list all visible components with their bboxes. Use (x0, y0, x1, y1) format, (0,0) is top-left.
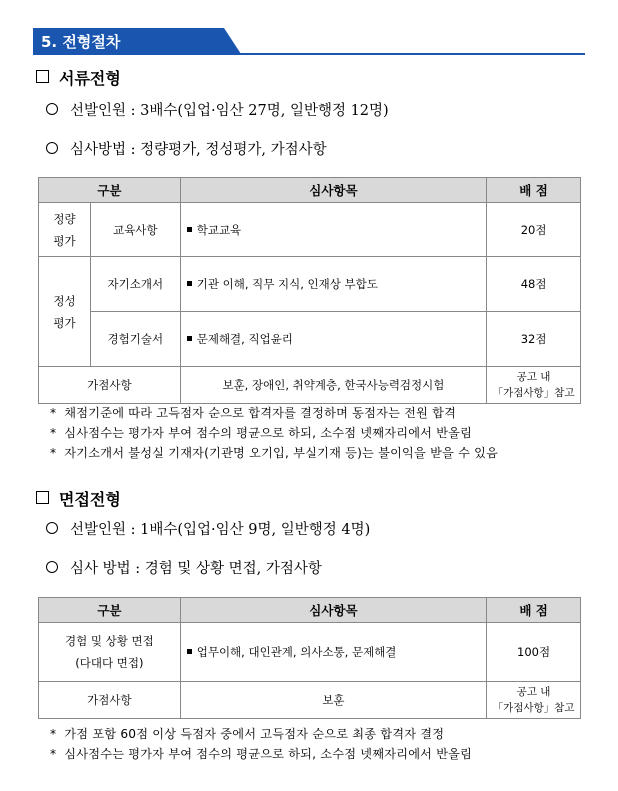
document-review-notes (50, 403, 498, 463)
quant-sub-cell: 교육사항 (90, 203, 180, 257)
interview-notes (50, 724, 472, 764)
quant-item-text: 학교교육 (196, 222, 242, 237)
square-bullet-icon (187, 336, 192, 341)
square-bullet-icon (187, 227, 192, 232)
note-text: 채점기준에 따라 고득점자 순으로 합격자를 결정하며 동점자는 전원 합격 (64, 406, 457, 420)
qual-sub-cell-1: 자기소개서 (90, 257, 180, 312)
bonus-score-line1: 공고 내 (516, 371, 551, 383)
qual-score-cell-1: 48점 (487, 257, 581, 312)
document-review-heading-text: 서류전형 (59, 69, 121, 88)
header-score: 배 점 (487, 598, 581, 623)
document-review-item-2 (46, 138, 327, 159)
interview-group-line2: (다대다 면접) (75, 656, 144, 670)
interview-group-cell (39, 623, 181, 682)
qual-score-cell-2: 32점 (487, 312, 581, 367)
note-text: 가점 포함 60점 이상 득점자 중에서 고득점자 순으로 최종 합격자 결정 (64, 727, 445, 741)
interview-item-1 (46, 518, 370, 539)
circle-bullet-icon (46, 142, 58, 154)
interview-table (38, 597, 581, 719)
note-item: * 자기소개서 불성실 기재자(기관명 오기입, 부실기재 등)는 불이익을 받을 수 있음 (50, 446, 499, 460)
document-review-heading (36, 66, 121, 89)
qual-item-cell-1 (180, 257, 486, 312)
document-review-item-1 (46, 99, 389, 120)
note-item: * 가점 포함 60점 이상 득점자 중에서 고득점자 순으로 최종 합격자 결정 (50, 727, 445, 741)
note-item: * 심사점수는 평가자 부여 점수의 평균으로 하되, 소수점 넷째자리에서 반올림 (50, 426, 473, 440)
quant-group-cell: 정량 평가 (39, 203, 91, 257)
bonus-label-cell: 가점사항 (39, 367, 181, 404)
header-criteria: 심사항목 (180, 598, 486, 623)
checkbox-square-icon (36, 491, 49, 504)
note-item: * 심사점수는 평가자 부여 점수의 평균으로 하되, 소수점 넷째자리에서 반올림 (50, 747, 473, 761)
bonus-score-cell (487, 367, 581, 404)
interview-item-text: 업무이해, 대인관계, 의사소통, 문제해결 (196, 645, 397, 659)
note-text: 심사점수는 평가자 부여 점수의 평균으로 하되, 소수점 넷째자리에서 반올림 (64, 426, 473, 440)
section-header (33, 28, 585, 54)
interview-bonus-score-line2: 「가점사항」참고 (492, 702, 575, 714)
qual-sub-cell-2: 경험기술서 (90, 312, 180, 367)
interview-bonus-score-cell (487, 682, 581, 719)
quant-item-cell (180, 203, 486, 257)
qual-item-text-1: 기관 이해, 직무 지식, 인재상 부합도 (196, 277, 378, 291)
square-bullet-icon (187, 281, 192, 286)
note-text: 자기소개서 불성실 기재자(기관명 오기입, 부실기재 등)는 불이익을 받을 수 있음 (64, 446, 499, 460)
interview-bonus-label-cell: 가점사항 (39, 682, 181, 719)
bonus-item-cell: 보훈, 장애인, 취약계층, 한국사능력검정시험 (180, 367, 486, 404)
interview-item-cell (180, 623, 486, 682)
circle-bullet-icon (46, 103, 58, 115)
qual-group-cell: 정성 평가 (39, 257, 91, 367)
interview-item-2-text: 심사 방법 : 경험 및 상황 면접, 가점사항 (70, 561, 322, 577)
document-review-item-1-text: 선발인원 : 3배수(입업·임산 27명, 일반행정 12명) (70, 103, 389, 119)
circle-bullet-icon (46, 522, 58, 534)
interview-heading-text: 면접전형 (59, 490, 121, 509)
quant-score-cell: 20점 (487, 203, 581, 257)
note-item: * 채점기준에 따라 고득점자 순으로 합격자를 결정하며 동점자는 전원 합격 (50, 406, 457, 420)
document-review-table (38, 177, 581, 404)
header-criteria: 심사항목 (180, 178, 486, 203)
interview-bonus-item-cell: 보훈 (180, 682, 486, 719)
interview-bonus-score-line1: 공고 내 (516, 686, 551, 698)
interview-heading (36, 487, 121, 510)
square-bullet-icon (187, 649, 192, 654)
circle-bullet-icon (46, 561, 58, 573)
checkbox-square-icon (36, 70, 49, 83)
section-header-rule (33, 53, 585, 55)
qual-item-text-2: 문제해결, 직업윤리 (196, 332, 293, 346)
interview-group-line1: 경험 및 상황 면접 (65, 634, 154, 648)
header-category: 구분 (39, 178, 181, 203)
interview-item-2 (46, 557, 322, 578)
header-category: 구분 (39, 598, 181, 623)
document-review-item-2-text: 심사방법 : 정량평가, 정성평가, 가점사항 (70, 142, 327, 158)
section-title: 5. 전형절차 (41, 33, 121, 51)
qual-item-cell-2 (180, 312, 486, 367)
interview-item-1-text: 선발인원 : 1배수(입업·임산 9명, 일반행정 4명) (70, 522, 371, 538)
header-score: 배 점 (487, 178, 581, 203)
bonus-score-line2: 「가점사항」참고 (492, 387, 575, 399)
interview-score-cell: 100점 (487, 623, 581, 682)
note-text: 심사점수는 평가자 부여 점수의 평균으로 하되, 소수점 넷째자리에서 반올림 (64, 747, 473, 761)
